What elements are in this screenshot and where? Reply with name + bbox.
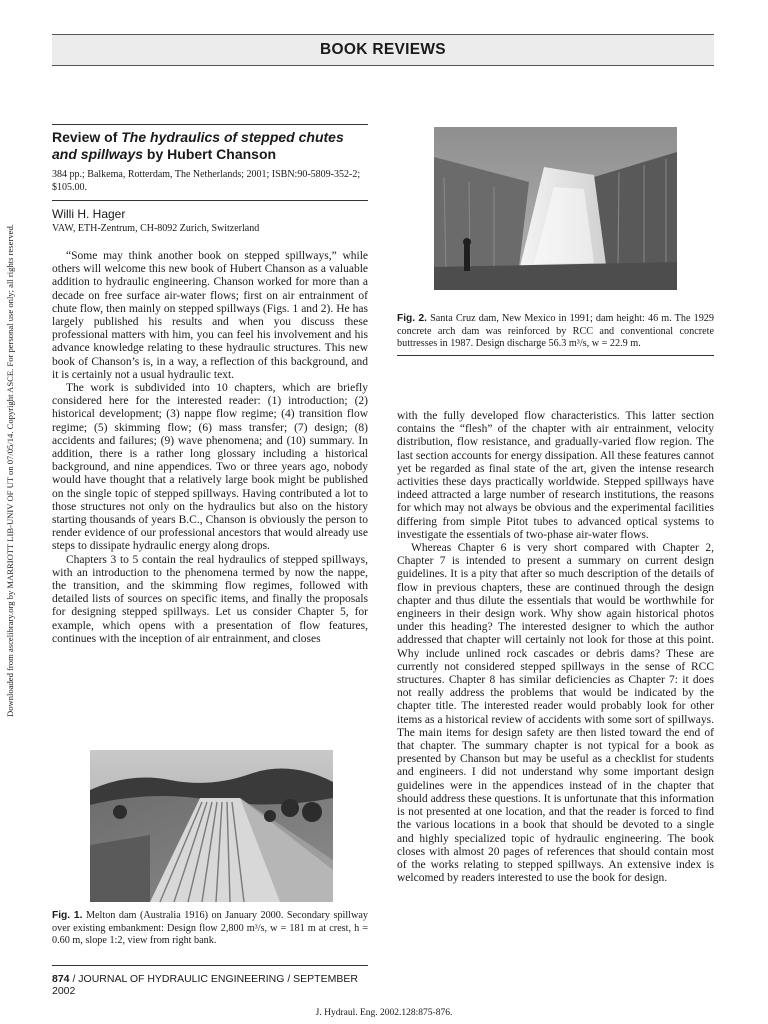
left-column	[52, 124, 368, 646]
paragraph: “Some may think another book on stepped spillways,” while others will welcome this new book of Hubert Chanson as a valuable addition to hydraulic engineering. Chanson worked for more than a decade on free surface air-water flows; first on air entrainment of chute flow, then mainly on stepped spillways (Figs. 1 and 2). He has largely published his results and when you discuss these professional matters with him, you can feel his involvement and his advance knowledge relating to these hydraulic structures. This new book of Chanson’s is, in a way, a reflection of this background, and it is certainly not a usual hydraulic text.	[52, 250, 368, 381]
left-body-text	[52, 250, 368, 646]
figure-1-label: Fig. 1.	[52, 910, 83, 921]
figure-1-caption	[52, 910, 368, 948]
review-author: Willi H. Hager	[52, 207, 126, 221]
title-prefix: Review of	[52, 129, 122, 145]
section-header	[52, 34, 714, 66]
book-title: The hydraulics of stepped chutes and spillways	[52, 129, 344, 162]
page-number: 874	[52, 973, 70, 985]
paragraph: with the fully developed flow characteristics. This latter section contains the “flesh” of the chapter with air entrainment, velocity distribution, flow resistance, and gradually-varied flow region. The last section accounts for energy dissipation. All these features cannot yet be regarded as final state of the art, given the intense research activities these days practically worldwide. Stepped spillways have indeed attracted a large number of research institutions, the reasons for which may not always be obvious and the experimental facilities differing from simple Pitot tubes to advanced optical systems to investigate the essentials of two-phase air-water flows.	[397, 410, 714, 541]
review-title	[52, 129, 368, 163]
paragraph: The work is subdivided into 10 chapters, which are briefly considered here for the interested reader: (1) introduction; (2) historical development; (3) nappe flow regime; (4) transition flow regime; (5) skimming flow; (6) mass transfer; (7) design; (8) accidents and failures; (9) wave phenomena; and (10) summary. In addition, there is a rather long glossary including a historical background, and nine appendices. Two or three years ago, nobody would have thought that a relatively large book might be published on the single topic of stepped spillways. Having contributed a lot to those structures not only on the hydraulics but also on the history starting thousands of years B.C., Chanson is obviously the person to render evidence of our professional ancestors that would already use steps to dissipate hydraulic energy along drops.	[52, 382, 368, 553]
figure-1-photo	[90, 750, 333, 902]
paragraph: Chapters 3 to 5 contain the real hydraulics of stepped spillways, with an introduction to the phenomena termed by now the nappe, the transition, and the skimming flow regimes, followed with detailed lists of sources on specific items, and finally the proposals for designing stepped spillways. Let us consider Chapter 5, for example, which opens with a presentation of flow features, continues with the inception of air entrainment, and closes	[52, 553, 368, 645]
page-footer	[52, 965, 368, 997]
title-rule-top	[52, 124, 368, 125]
section-title: BOOK REVIEWS	[320, 41, 446, 58]
figure-1-image	[90, 750, 333, 902]
right-body-text	[397, 410, 714, 885]
download-notice: Downloaded from ascelibrary.org by MARRIOTT LIB-UNIV OF UT on 07/05/14. Copyright ASCE. For personal use only; all rights reserved.	[5, 224, 15, 717]
title-suffix: by Hubert Chanson	[143, 146, 277, 162]
book-info: 384 pp.; Balkema, Rotterdam, The Netherlands; 2001; ISBN:90-5809-352-2; $105.00.	[52, 169, 361, 193]
journal-name: / JOURNAL OF HYDRAULIC ENGINEERING / SEPTEMBER 2002	[52, 973, 358, 997]
figure-2-label: Fig. 2.	[397, 313, 427, 324]
figure-2-image	[434, 127, 677, 290]
figure-1-caption-text: Melton dam (Australia 1916) on January 2000. Secondary spillway over existing embankment: Design flow 2,800 m³/s, w = 181 m at crest, h = 0.60 m, slope 1:2, view from right bank.	[52, 910, 368, 946]
figure-2-caption-text: Santa Cruz dam, New Mexico in 1991; dam height: 46 m. The 1929 concrete arch dam was reinforced by RCC and conventional concrete buttresses in 1987. Design discharge 56.3 m³/s, w = 22.9 m.	[397, 313, 714, 349]
paragraph: Whereas Chapter 6 is very short compared with Chapter 2, Chapter 7 is intended to present a summary on current design guidelines. It is a pity that after so much description of the details of flow in previous chapters, these are continued through the design chapter and thus dilute the essentials that would be worthwhile for engineers in their design work. Why show again historical photos under this heading? The interested designer to which the author addressed that chapter will certainly not look for those at this point. Why include unlined rock cascades or debris dams? These are currently not considered stepped spillways in the sense of RCC structures. Chapter 8 has similar deficiencies as Chapter 7: it does not really address the problems that would be indicated by the chapter title. The interested reader would probably look for other items as a historical review of accidents with some sort of spillways. The main items for design safety are then listed toward the end of that chapter. The summary chapter is not typical for a book as presented by Chanson but may be useful as a checklist for students and engineers. I did not understand why some important design guidelines were in the appendices instead of in the chapter that should address these questions. It is unfortunate that this information is not presented at one location, and that the reader is forced to find the various locations in a book that should be devoted to a single and highly specialized topic of hydraulic engineering. The book closes with almost 20 pages of references that should contain most of the works relating to stepped spillways. An extensive index is welcomed by readers interested to use the book for design.	[397, 542, 714, 885]
citation: J. Hydraul. Eng. 2002.128:875-876.	[315, 1008, 453, 1018]
title-rule-bottom	[52, 200, 368, 201]
figure-2-caption	[397, 313, 714, 356]
figure-2-photo	[434, 127, 677, 290]
author-affiliation: VAW, ETH-Zentrum, CH-8092 Zurich, Switzerland	[52, 223, 260, 234]
